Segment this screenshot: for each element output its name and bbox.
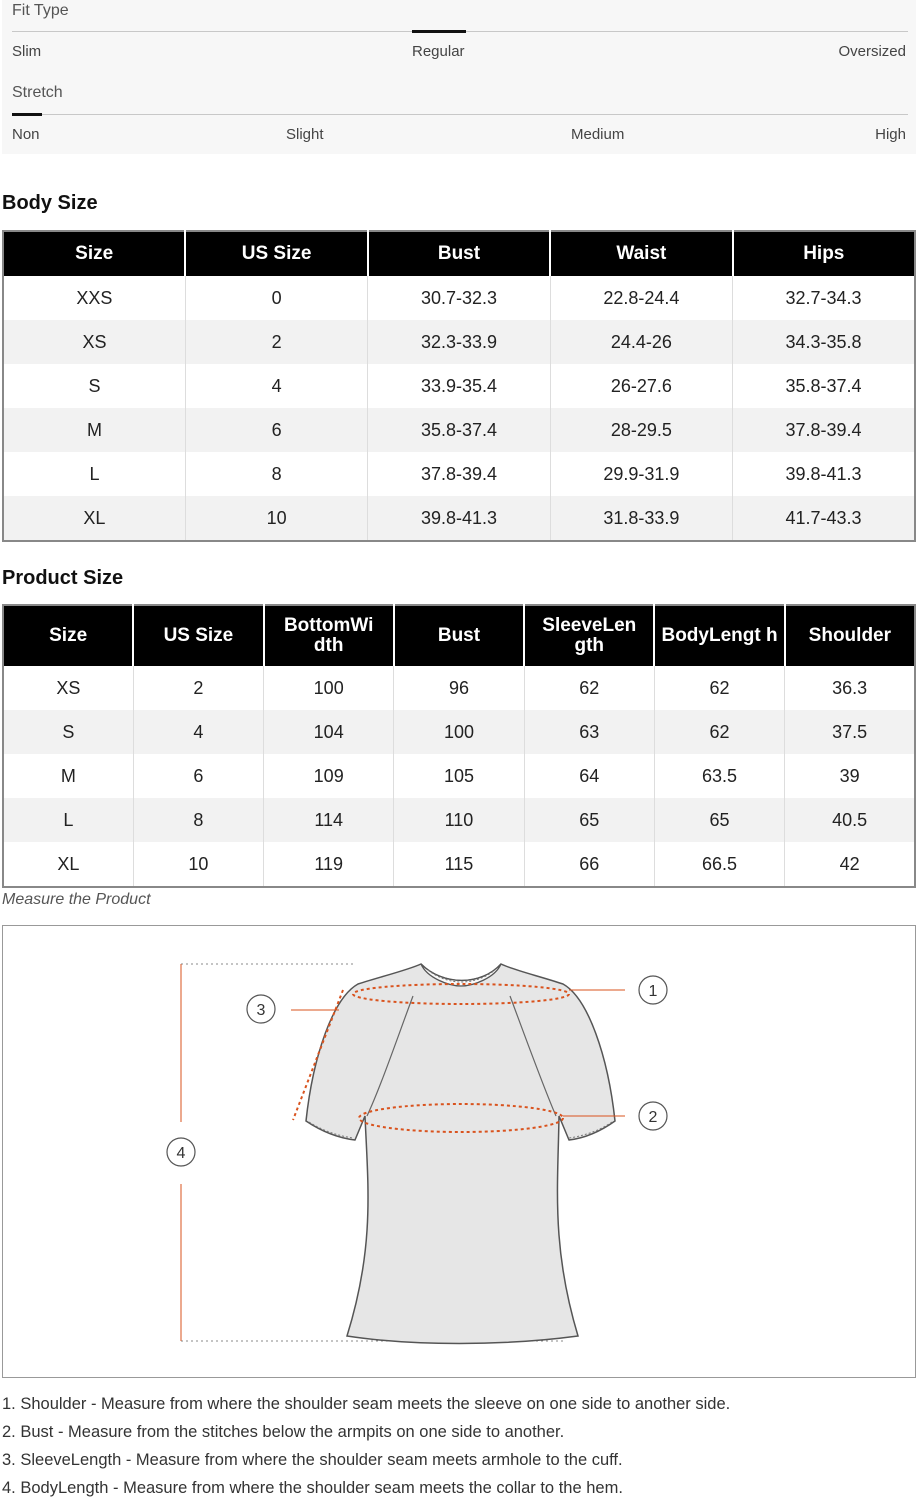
table-cell: XS — [3, 666, 133, 710]
fit-type-title: Fit Type — [12, 2, 69, 19]
table-cell: 63 — [524, 710, 654, 754]
product-size-table — [2, 604, 916, 888]
note-bust: 2. Bust - Measure from the stitches below the armpits on one side to another. — [2, 1423, 565, 1441]
column-header: Hips — [733, 231, 915, 276]
measurement-notes — [2, 1390, 912, 1502]
table-row — [3, 710, 915, 754]
body-size-title: Body Size — [2, 192, 98, 214]
body-size-table — [2, 230, 916, 542]
marker-3 — [247, 995, 275, 1023]
table-cell: 36.3 — [832, 677, 868, 698]
table-cell: 65 — [654, 798, 784, 842]
table-cell: XXS — [3, 276, 185, 320]
marker-1-label: 1 — [648, 983, 658, 1000]
table-cell: 39.8-41.3 — [368, 496, 550, 541]
table-cell: S — [3, 364, 185, 408]
column-header: Bust — [368, 231, 550, 276]
stretch-option-non: Non — [12, 126, 40, 143]
column-header: US Size — [185, 231, 367, 276]
column-header: US Size — [133, 605, 263, 666]
fit-stretch-panel — [2, 0, 916, 154]
measure-caption: Measure the Product — [2, 891, 151, 908]
table-cell: 41.7-43.3 — [733, 496, 915, 541]
product-size-title: Product Size — [2, 567, 124, 589]
table-cell: 24.4-26 — [550, 320, 732, 364]
table-cell: 119 — [264, 842, 394, 887]
measurement-diagram — [2, 925, 916, 1378]
table-cell: 2 — [133, 666, 263, 710]
note-sleeve-length: 3. SleeveLength - Measure from where the shoulder seam meets armhole to the cuff. — [2, 1451, 623, 1469]
table-cell: 66 — [524, 842, 654, 887]
column-header: Size — [3, 605, 133, 666]
table-cell: 115 — [394, 842, 524, 887]
stretch-title: Stretch — [12, 84, 63, 101]
stretch-option-high: High — [875, 126, 906, 143]
table-row — [3, 320, 915, 364]
column-header: Shoulder — [785, 605, 915, 666]
stretch-selected-marker — [12, 113, 42, 116]
table-row — [3, 666, 915, 710]
stretch-option-slight: Slight — [286, 126, 324, 143]
table-cell: 39 — [839, 765, 860, 786]
column-header: BodyLengt h — [654, 605, 784, 666]
table-row — [3, 364, 915, 408]
table-cell: XS — [3, 320, 185, 364]
table-cell: 29.9-31.9 — [550, 452, 732, 496]
table-cell: 114 — [264, 798, 394, 842]
table-cell: 96 — [394, 666, 524, 710]
table-cell: 109 — [264, 754, 394, 798]
table-cell: 62 — [524, 666, 654, 710]
tshirt-diagram-svg — [3, 926, 915, 1377]
table-cell: 26-27.6 — [550, 364, 732, 408]
table-row — [3, 842, 915, 887]
table-cell: 31.8-33.9 — [550, 496, 732, 541]
marker-3-label: 3 — [256, 1002, 266, 1019]
table-cell: 0 — [185, 276, 367, 320]
table-cell: 35.8-37.4 — [785, 375, 862, 396]
table-cell: 35.8-37.4 — [368, 408, 550, 452]
table-cell: 100 — [394, 710, 524, 754]
table-cell: 62 — [654, 710, 784, 754]
table-cell: 105 — [394, 754, 524, 798]
table-cell: 37.8-39.4 — [733, 408, 915, 452]
stretch-option-medium: Medium — [571, 126, 625, 143]
column-header: Waist — [550, 231, 732, 276]
stretch-scale-line — [12, 114, 908, 115]
column-header: Size — [3, 231, 185, 276]
table-cell: 10 — [133, 842, 263, 887]
marker-2 — [639, 1102, 667, 1130]
table-cell: M — [3, 754, 133, 798]
table-cell: 65 — [524, 798, 654, 842]
tshirt-body — [306, 964, 615, 1344]
table-cell: 4 — [133, 710, 263, 754]
fit-option-regular: Regular — [412, 43, 465, 60]
table-cell: 6 — [133, 754, 263, 798]
note-body-length: 4. BodyLength - Measure from where the shoulder seam meets the collar to the hem. — [2, 1479, 623, 1497]
table-cell: 37.5 — [785, 710, 915, 754]
marker-2-label: 2 — [648, 1109, 658, 1126]
fit-option-slim: Slim — [12, 43, 42, 60]
table-cell: 63.5 — [654, 754, 784, 798]
table-cell: 37.8-39.4 — [368, 452, 550, 496]
table-cell: 40.5 — [785, 798, 915, 842]
column-header: Bust — [394, 605, 524, 666]
table-cell: 28-29.5 — [550, 408, 732, 452]
table-row — [3, 452, 915, 496]
table-cell: 64 — [524, 754, 654, 798]
table-cell: 8 — [185, 452, 367, 496]
table-header-row — [3, 605, 915, 666]
note-shoulder: 1. Shoulder - Measure from where the shoulder seam meets the sleeve on one side to another side. — [2, 1395, 731, 1413]
table-cell: 32.3-33.9 — [368, 320, 550, 364]
table-cell: 42 — [839, 853, 860, 874]
table-cell: 110 — [394, 798, 524, 842]
table-cell: L — [3, 452, 185, 496]
table-cell: 33.9-35.4 — [368, 364, 550, 408]
column-header: BottomWi dth — [264, 605, 394, 666]
table-cell: 2 — [185, 320, 367, 364]
table-cell: XL — [3, 496, 185, 541]
table-header-row — [3, 231, 915, 276]
table-row — [3, 754, 915, 798]
table-cell: 30.7-32.3 — [368, 276, 550, 320]
table-cell: 10 — [185, 496, 367, 541]
column-header: SleeveLen gth — [524, 605, 654, 666]
fit-option-oversized: Oversized — [838, 43, 906, 60]
table-cell: L — [3, 798, 133, 842]
marker-1 — [639, 976, 667, 1004]
table-cell: 32.7-34.3 — [785, 287, 862, 308]
table-cell: 100 — [264, 666, 394, 710]
table-cell: 104 — [264, 710, 394, 754]
table-cell: 39.8-41.3 — [785, 463, 862, 484]
table-cell: 4 — [185, 364, 367, 408]
table-cell: 22.8-24.4 — [550, 276, 732, 320]
marker-4-label: 4 — [176, 1145, 186, 1162]
table-row — [3, 276, 915, 320]
fit-type-selected-marker — [412, 30, 466, 33]
table-row — [3, 798, 915, 842]
table-cell: 6 — [185, 408, 367, 452]
table-cell: 62 — [654, 666, 784, 710]
table-cell: 66.5 — [654, 842, 784, 887]
table-cell: M — [3, 408, 185, 452]
marker-4 — [167, 1138, 195, 1166]
table-row — [3, 408, 915, 452]
table-cell: 8 — [133, 798, 263, 842]
table-row — [3, 496, 915, 541]
table-cell: XL — [3, 842, 133, 887]
table-cell: 34.3-35.8 — [733, 320, 915, 364]
table-cell: S — [3, 710, 133, 754]
